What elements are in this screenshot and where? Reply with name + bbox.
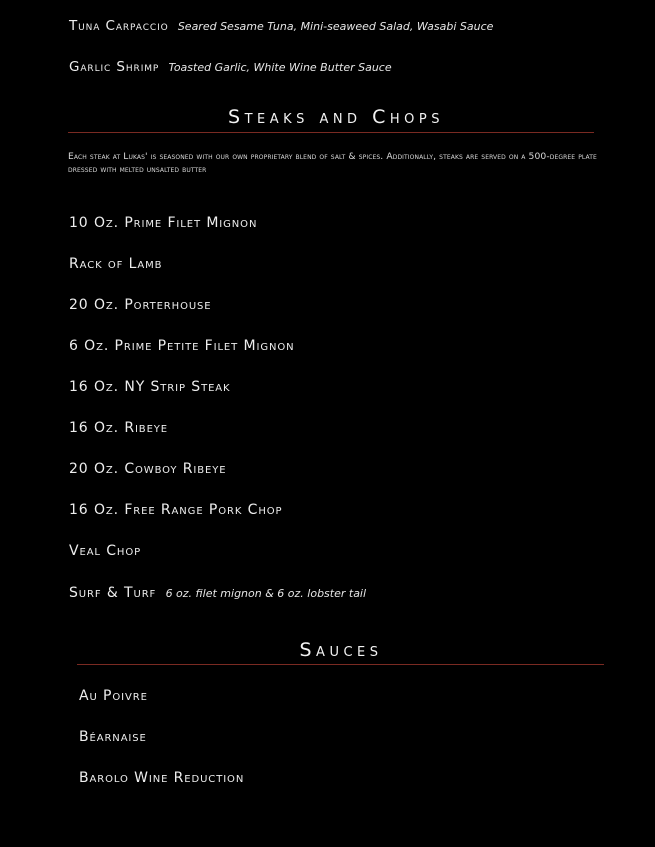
section-intro: Each steak at Lukas' is seasoned with our own proprietary blend of salt & spices. Additionally, steaks are served on a 500-degree plate dressed with melted unsalted butter xyxy=(68,151,597,175)
menu-item-name: 20 Oz. Cowboy Ribeye xyxy=(69,461,227,477)
sauce-item-name: Barolo Wine Reduction xyxy=(79,770,245,786)
menu-item xyxy=(69,215,257,231)
menu-item-description: Toasted Garlic, White Wine Butter Sauce xyxy=(168,61,392,74)
menu-item xyxy=(69,502,282,518)
menu-item-name: Tuna Carpaccio xyxy=(69,18,169,34)
menu-item-name: Rack of Lamb xyxy=(69,256,163,272)
menu-item-name: 16 Oz. Free Range Pork Chop xyxy=(69,502,283,518)
sauce-item xyxy=(79,770,244,786)
section-heading-steaks: Steaks and Chops xyxy=(228,106,444,128)
menu-item-name: 6 Oz. Prime Petite Filet Mignon xyxy=(69,338,295,354)
menu-item xyxy=(69,379,231,395)
sauce-item xyxy=(79,688,148,704)
sauce-item-name: Au Poivre xyxy=(79,688,148,704)
menu-item-name: Surf & Turf xyxy=(69,585,157,601)
menu-item xyxy=(69,256,162,272)
menu-item-name: 16 Oz. Ribeye xyxy=(69,420,169,436)
menu-item xyxy=(69,297,212,313)
section-divider xyxy=(68,132,594,133)
menu-item-surf-and-turf xyxy=(69,585,366,601)
menu-item-tuna-carpaccio xyxy=(69,18,493,34)
sauce-item-name: Béarnaise xyxy=(79,729,147,745)
menu-item-name: 20 Oz. Porterhouse xyxy=(69,297,212,313)
menu-item-garlic-shrimp xyxy=(69,59,392,75)
menu-item xyxy=(69,338,295,354)
menu-item-name: Veal Chop xyxy=(69,543,142,559)
menu-item-name: Garlic Shrimp xyxy=(69,59,160,75)
menu-item-description: 6 oz. filet mignon & 6 oz. lobster tail xyxy=(165,587,367,600)
menu-item-name: 10 Oz. Prime Filet Mignon xyxy=(69,215,258,231)
menu-item-description: Seared Sesame Tuna, Mini-seaweed Salad, Wasabi Sauce xyxy=(177,20,494,33)
sauce-item xyxy=(79,729,147,745)
menu-item xyxy=(69,420,168,436)
section-divider xyxy=(77,664,604,665)
menu-item-name: 16 Oz. NY Strip Steak xyxy=(69,379,231,395)
section-heading-sauces: Sauces xyxy=(299,639,383,661)
menu-item xyxy=(69,461,226,477)
menu-item xyxy=(69,543,141,559)
